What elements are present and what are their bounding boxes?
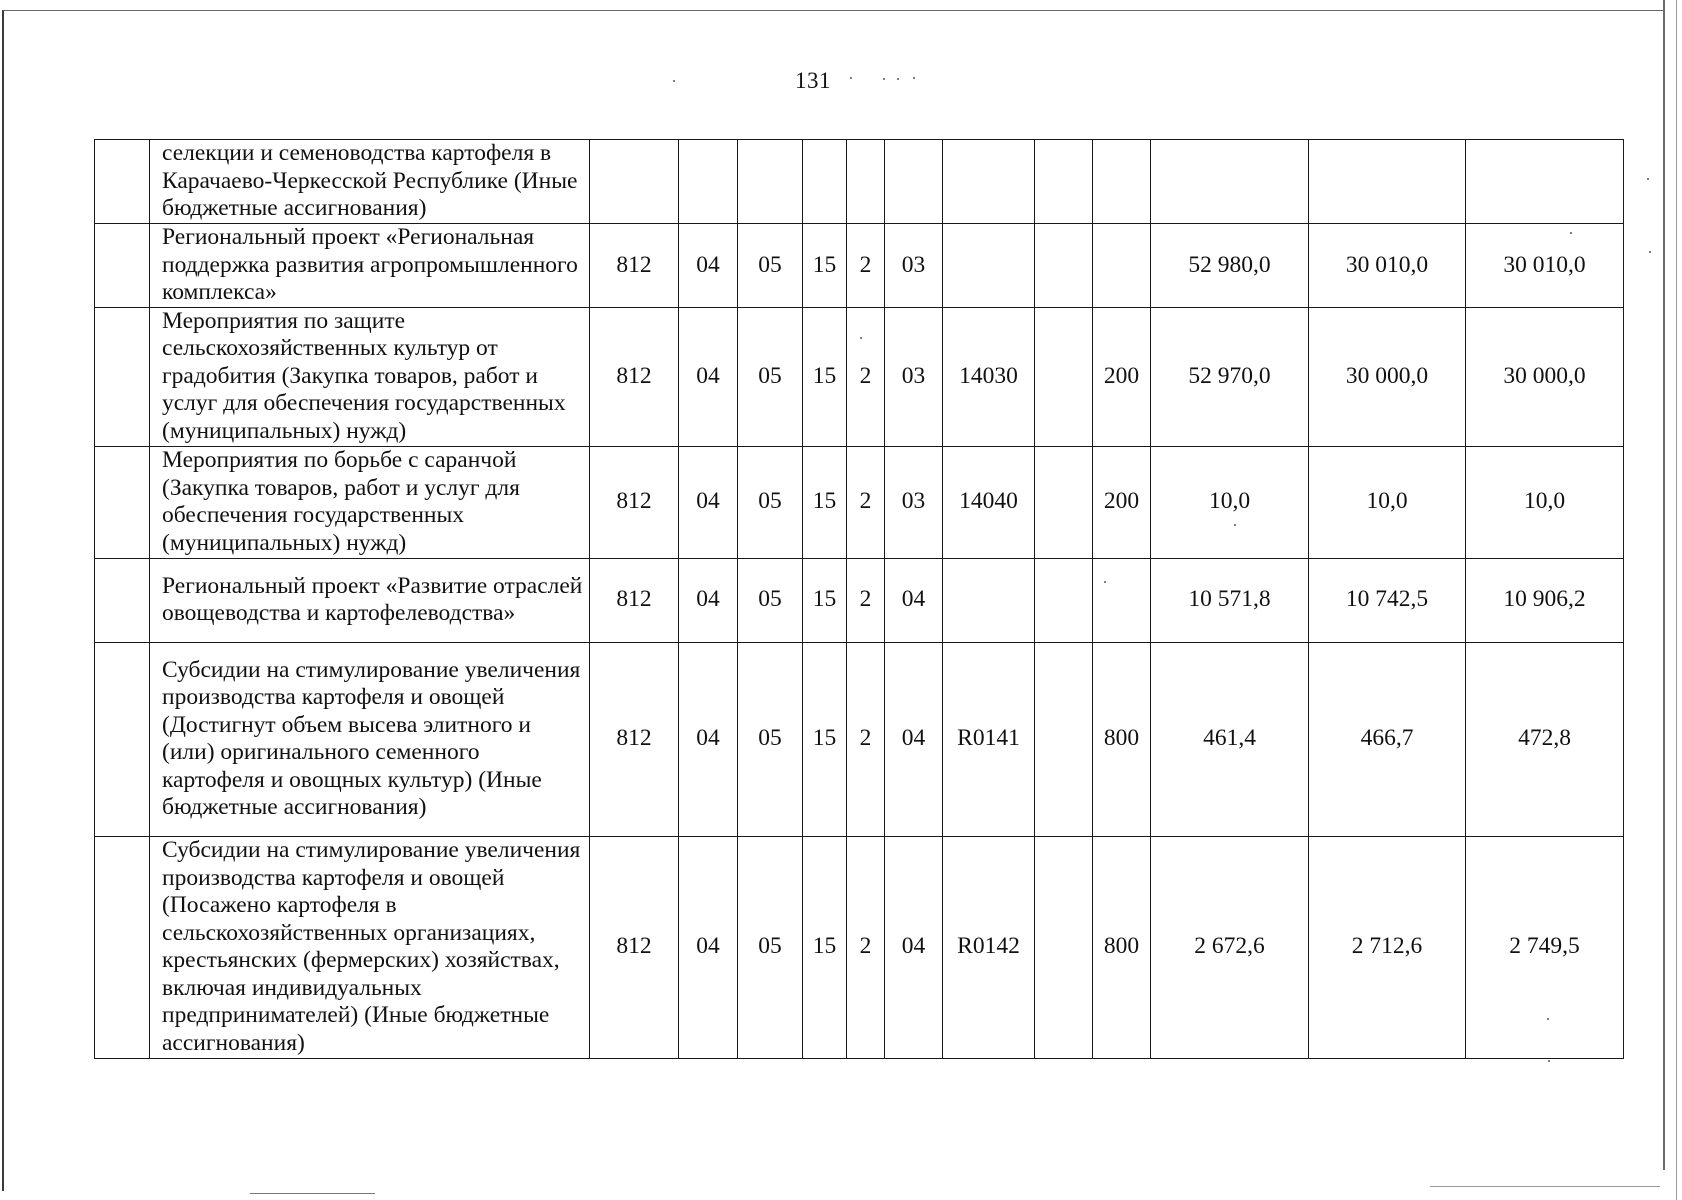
- subsection-code: 05: [738, 558, 803, 642]
- direction-code: R0141: [943, 642, 1035, 836]
- scan-speck: [897, 78, 899, 80]
- amount-year-1: 10,0: [1151, 446, 1309, 558]
- subsection-code: 05: [738, 642, 803, 836]
- table-row: [95, 307, 1624, 446]
- scan-speck: [1649, 251, 1651, 253]
- row-index-cell: [95, 558, 150, 642]
- expense-type-code: 800: [1093, 642, 1151, 836]
- amount-year-3: [1466, 140, 1624, 224]
- direction-code: [943, 140, 1035, 224]
- ministry-code: 812: [590, 446, 679, 558]
- subsection-code: 05: [738, 446, 803, 558]
- subprogram-type-code: 2: [847, 446, 885, 558]
- section-code: 04: [679, 224, 738, 308]
- table-row: [95, 642, 1624, 836]
- extra-code: [1035, 446, 1093, 558]
- scan-speck: [1548, 1060, 1550, 1062]
- scan-speck: [1647, 178, 1649, 180]
- ministry-code: 812: [590, 642, 679, 836]
- expense-type-code: 200: [1093, 446, 1151, 558]
- ministry-code: 812: [590, 836, 679, 1058]
- item-name: селекции и семеноводства картофеля в Карачаево-Черкесской Республике (Иные бюджетные ассигнования): [150, 140, 590, 224]
- scan-rule: [250, 1193, 375, 1194]
- amount-year-2: 2 712,6: [1309, 836, 1466, 1058]
- table-row: [95, 446, 1624, 558]
- amount-year-1: [1151, 140, 1309, 224]
- scan-rule: [1430, 1186, 1660, 1187]
- scan-speck: [850, 77, 852, 79]
- amount-year-3: 2 749,5: [1466, 836, 1624, 1058]
- table-row: [95, 224, 1624, 308]
- ministry-code: [590, 140, 679, 224]
- ministry-code: 812: [590, 558, 679, 642]
- row-index-cell: [95, 224, 150, 308]
- expense-type-code: [1093, 558, 1151, 642]
- amount-year-1: 2 672,6: [1151, 836, 1309, 1058]
- program-code: [803, 140, 847, 224]
- scan-edge-line: [1663, 0, 1665, 1170]
- amount-year-3: 30 010,0: [1466, 224, 1624, 308]
- ministry-code: 812: [590, 224, 679, 308]
- amount-year-2: 10,0: [1309, 446, 1466, 558]
- expense-type-code: 800: [1093, 836, 1151, 1058]
- direction-code: 14030: [943, 307, 1035, 446]
- main-event-code: 04: [885, 642, 943, 836]
- table-row: [95, 836, 1624, 1058]
- amount-year-1: 52 970,0: [1151, 307, 1309, 446]
- direction-code: [943, 224, 1035, 308]
- subsection-code: 05: [738, 224, 803, 308]
- amount-year-3: 10,0: [1466, 446, 1624, 558]
- item-name: Мероприятия по защите сельскохозяйственных культур от градобития (Закупка товаров, работ и услуг для обеспечения государственных (муниципальных) нужд): [150, 307, 590, 446]
- row-index-cell: [95, 642, 150, 836]
- main-event-code: 04: [885, 836, 943, 1058]
- subsection-code: [738, 140, 803, 224]
- section-code: 04: [679, 446, 738, 558]
- item-name: Субсидии на стимулирование увеличения производства картофеля и овощей (Достигнут объем высева элитного и (или) оригинального семенного картофеля и овощных культур) (Иные бюджетные ассигнования): [150, 642, 590, 836]
- program-code: 15: [803, 642, 847, 836]
- subprogram-type-code: 2: [847, 307, 885, 446]
- program-code: 15: [803, 307, 847, 446]
- section-code: 04: [679, 836, 738, 1058]
- ministry-code: 812: [590, 307, 679, 446]
- extra-code: [1035, 140, 1093, 224]
- subprogram-type-code: 2: [847, 224, 885, 308]
- subprogram-type-code: 2: [847, 642, 885, 836]
- extra-code: [1035, 307, 1093, 446]
- expense-type-code: 200: [1093, 307, 1151, 446]
- item-name: Субсидии на стимулирование увеличения производства картофеля и овощей (Посажено картофеля в сельскохозяйственных организациях, крестьянских (фермерских) хозяйствах, включая индивидуальных предпринимателей) (Иные бюджетные ассигнования): [150, 836, 590, 1058]
- budget-table: [94, 139, 1624, 1059]
- section-code: 04: [679, 642, 738, 836]
- amount-year-2: 466,7: [1309, 642, 1466, 836]
- expense-type-code: [1093, 224, 1151, 308]
- amount-year-3: 30 000,0: [1466, 307, 1624, 446]
- section-code: 04: [679, 558, 738, 642]
- amount-year-1: 52 980,0: [1151, 224, 1309, 308]
- amount-year-1: 461,4: [1151, 642, 1309, 836]
- direction-code: R0142: [943, 836, 1035, 1058]
- expense-type-code: [1093, 140, 1151, 224]
- main-event-code: 03: [885, 307, 943, 446]
- subprogram-type-code: [847, 140, 885, 224]
- main-event-code: 04: [885, 558, 943, 642]
- direction-code: [943, 558, 1035, 642]
- page-number: 131: [795, 68, 831, 93]
- main-event-code: [885, 140, 943, 224]
- table-row: [95, 558, 1624, 642]
- program-code: 15: [803, 446, 847, 558]
- section-code: 04: [679, 307, 738, 446]
- direction-code: 14040: [943, 446, 1035, 558]
- row-index-cell: [95, 140, 150, 224]
- subprogram-type-code: 2: [847, 836, 885, 1058]
- amount-year-2: [1309, 140, 1466, 224]
- extra-code: [1035, 642, 1093, 836]
- amount-year-2: 10 742,5: [1309, 558, 1466, 642]
- program-code: 15: [803, 558, 847, 642]
- scan-speck: [883, 78, 885, 80]
- subsection-code: 05: [738, 836, 803, 1058]
- table-body: [95, 140, 1624, 1059]
- subprogram-type-code: 2: [847, 558, 885, 642]
- scan-speck: [913, 77, 915, 79]
- main-event-code: 03: [885, 224, 943, 308]
- extra-code: [1035, 836, 1093, 1058]
- item-name: Региональный проект «Региональная поддержка развития агропромышленного комплекса»: [150, 224, 590, 308]
- item-name: Региональный проект «Развитие отраслей овощеводства и картофелеводства»: [150, 558, 590, 642]
- amount-year-3: 472,8: [1466, 642, 1624, 836]
- extra-code: [1035, 558, 1093, 642]
- subsection-code: 05: [738, 307, 803, 446]
- program-code: 15: [803, 836, 847, 1058]
- amount-year-3: 10 906,2: [1466, 558, 1624, 642]
- scan-speck: [673, 80, 675, 82]
- amount-year-2: 30 000,0: [1309, 307, 1466, 446]
- extra-code: [1035, 224, 1093, 308]
- main-event-code: 03: [885, 446, 943, 558]
- table-row: [95, 140, 1624, 224]
- item-name: Мероприятия по борьбе с саранчой (Закупка товаров, работ и услуг для обеспечения государственных (муниципальных) нужд): [150, 446, 590, 558]
- row-index-cell: [95, 307, 150, 446]
- section-code: [679, 140, 738, 224]
- row-index-cell: [95, 836, 150, 1058]
- amount-year-1: 10 571,8: [1151, 558, 1309, 642]
- program-code: 15: [803, 224, 847, 308]
- row-index-cell: [95, 446, 150, 558]
- scan-edge-line: [1676, 0, 1677, 1200]
- amount-year-2: 30 010,0: [1309, 224, 1466, 308]
